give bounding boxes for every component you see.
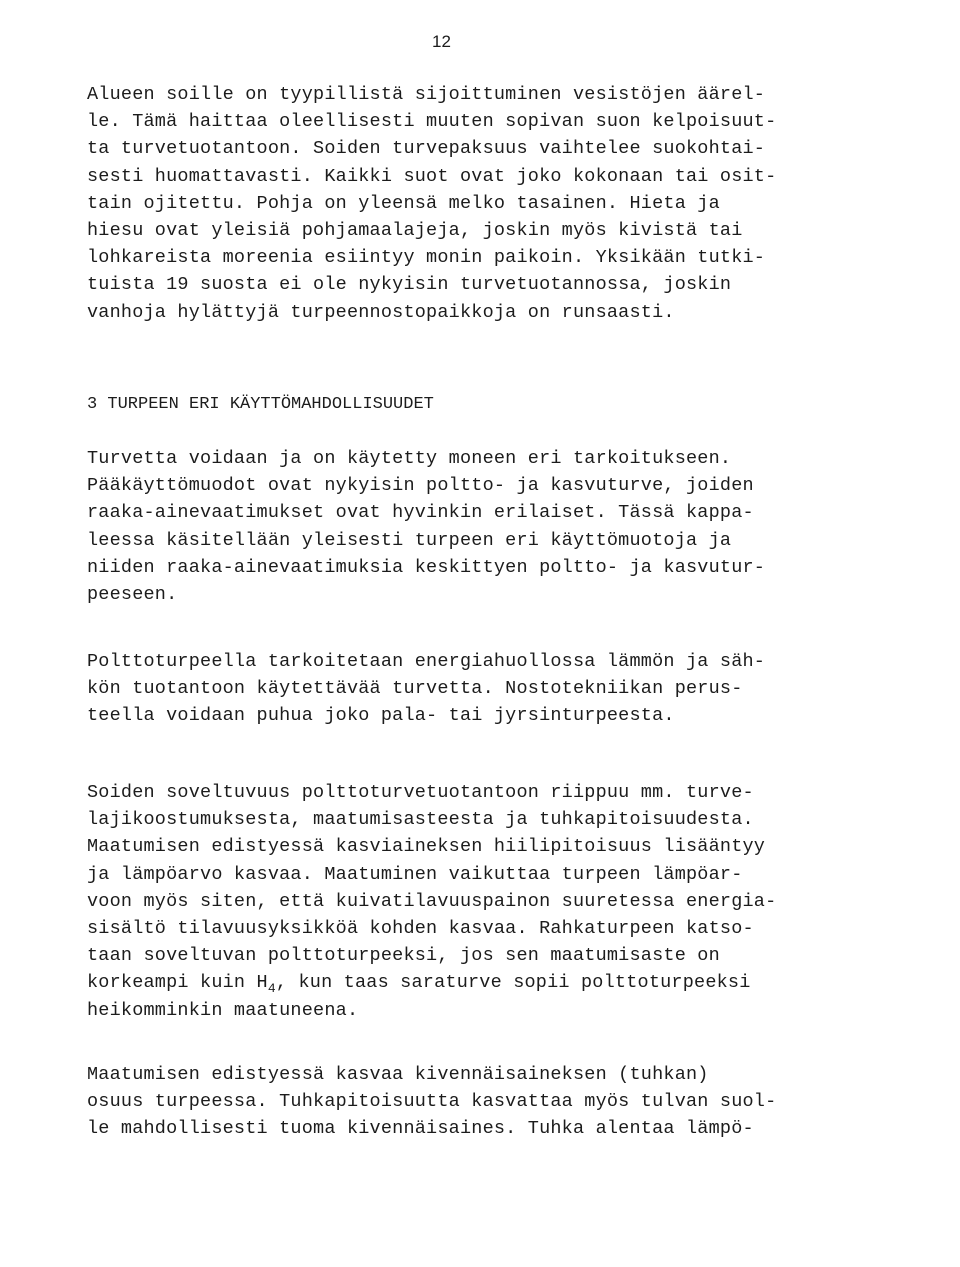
text-line: lajikoostumuksesta, maatumisasteesta ja tuhkapitoisuudesta. [87, 809, 754, 831]
text-line: Maatumisen edistyessä kasviaineksen hiilipitoisuus lisääntyy [87, 836, 766, 858]
text-line: sisältö tilavuusyksikköä kohden kasvaa. Rahkaturpeen katso- [87, 917, 754, 939]
text-line: niiden raaka-ainevaatimuksia keskittyen poltto- ja kasvutur- [87, 556, 766, 578]
text-line: kön tuotantoon käytettävää turvetta. Nostotekniikan perus- [87, 678, 743, 700]
text-line: ta turvetuotantoon. Soiden turvepaksuus vaihtelee suokohtai- [87, 138, 766, 160]
text-line-with-subscript [87, 969, 847, 996]
paragraph-uses-of-peat [87, 445, 847, 608]
subscript: 4 [267, 981, 276, 997]
text-line: teella voidaan puhua joko pala- tai jyrsinturpeesta. [87, 705, 675, 727]
text-line: taan soveltuvan polttoturpeeksi, jos sen maatumisaste on [87, 945, 720, 967]
text-fragment: , kun taas saraturve sopii polttoturpeeksi [275, 972, 751, 994]
text-line: Pääkäyttömuodot ovat nykyisin poltto- ja kasvuturve, joiden [87, 475, 754, 497]
text-line: leessa käsitellään yleisesti turpeen eri käyttömuotoja ja [87, 529, 732, 551]
text-line: hiesu ovat yleisiä pohjamaalajeja, joskin myös kivistä tai [87, 219, 743, 241]
text-line: vanhoja hylättyjä turpeennostopaikkoja on runsaasti. [87, 301, 675, 323]
text-line: tuista 19 suosta ei ole nykyisin turvetuotannossa, joskin [87, 274, 732, 296]
text-line: lohkareista moreenia esiintyy monin paikoin. Yksikään tutki- [87, 247, 766, 269]
paragraph-fuel-peat [87, 648, 847, 730]
text-line: le. Tämä haittaa oleellisesti muuten sopivan suon kelpoisuut- [87, 111, 777, 133]
text-line: ja lämpöarvo kasvaa. Maatuminen vaikuttaa turpeen lämpöar- [87, 863, 743, 885]
text-line: Turvetta voidaan ja on käytetty moneen eri tarkoitukseen. [87, 448, 732, 469]
text-line: voon myös siten, että kuivatilavuuspainon suuretessa energia- [87, 890, 777, 912]
text-line: le mahdollisesti tuoma kivennäisaines. Tuhka alentaa lämpö- [87, 1118, 754, 1140]
text-line: sesti huomattavasti. Kaikki suot ovat joko kokonaan tai osit- [87, 165, 777, 187]
text-fragment: korkeampi kuin H [87, 972, 268, 994]
text-line: Soiden soveltuvuus polttoturvetuotantoon riippuu mm. turve- [87, 782, 754, 803]
text-line: heikomminkin maatuneena. [87, 999, 359, 1021]
text-line: tain ojitettu. Pohja on yleensä melko tasainen. Hieta ja [87, 192, 720, 214]
text-line: Polttoturpeella tarkoitetaan energiahuollossa lämmön ja säh- [87, 651, 766, 672]
paragraph-suitability [87, 779, 847, 1024]
section-heading: 3 TURPEEN ERI KÄYTTÖMAHDOLLISUUDET [87, 395, 434, 414]
text-line: raaka-ainevaatimukset ovat hyvinkin erilaiset. Tässä kappa- [87, 502, 754, 524]
text-line: peeseen. [87, 583, 178, 605]
text-line: Maatumisen edistyessä kasvaa kivennäisaineksen (tuhkan) [87, 1064, 709, 1085]
text-line: osuus turpeessa. Tuhkapitoisuutta kasvattaa myös tulvan suol- [87, 1091, 777, 1113]
page-number: 12 [432, 32, 451, 51]
text-line: Alueen soille on tyypillistä sijoittuminen vesistöjen äärel- [87, 84, 766, 105]
paragraph-site-description [87, 81, 847, 326]
paragraph-ash-content [87, 1061, 847, 1143]
